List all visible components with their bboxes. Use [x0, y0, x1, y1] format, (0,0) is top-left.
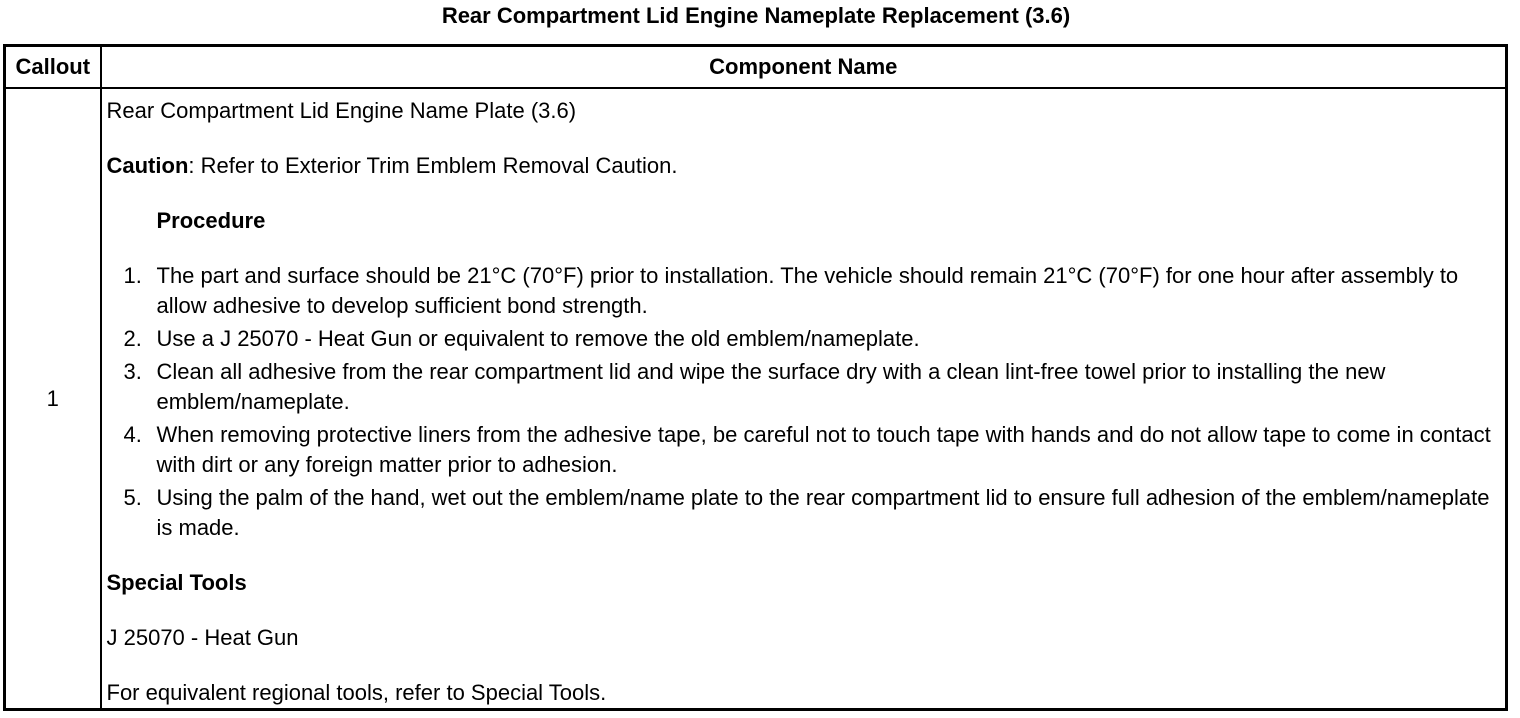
- step-text: Use a J 25070 - Heat Gun or equivalent to remove the old emblem/nameplate.: [156, 326, 920, 351]
- procedure-step: [107, 261, 1500, 321]
- step-number: 1.: [123, 263, 142, 288]
- caution-label: Caution: [106, 153, 189, 178]
- caution-note: [107, 151, 1500, 181]
- callout-header: Callout: [5, 46, 101, 89]
- step-text: Clean all adhesive from the rear compartment lid and wipe the surface dry with a clean lint-free towel prior to installing the new emblem/nameplate.: [156, 359, 1386, 414]
- procedure-step: [107, 483, 1500, 543]
- step-number: 5.: [123, 485, 142, 510]
- step-text: When removing protective liners from the adhesive tape, be careful not to touch tape with hands and do not allow tape to come in contact with dirt or any foreign matter prior to adhesion.: [156, 422, 1491, 477]
- special-tools-heading: Special Tools: [106, 570, 247, 595]
- procedure-step: [107, 324, 1500, 354]
- caution-text: : Refer to Exterior Trim Emblem Removal Caution.: [188, 153, 678, 178]
- step-text: The part and surface should be 21°C (70°F) prior to installation. The vehicle should remain 21°C (70°F) for one hour after assembly to allow adhesive to develop sufficient bond strength.: [156, 263, 1459, 318]
- table-row: [5, 88, 1507, 710]
- procedure-step: [107, 420, 1500, 480]
- component-name-header: Component Name: [101, 46, 1507, 89]
- step-text: Using the palm of the hand, wet out the emblem/name plate to the rear compartment lid to ensure full adhesion of the emblem/nameplate is made.: [156, 485, 1490, 540]
- procedure-steps: [107, 261, 1500, 543]
- step-number: 2.: [123, 326, 142, 351]
- callout-number: 1: [5, 88, 101, 710]
- special-tool-item: J 25070 - Heat Gun: [106, 625, 299, 650]
- document-title: Rear Compartment Lid Engine Nameplate Replacement (3.6): [441, 3, 1071, 28]
- procedure-heading: Procedure: [156, 208, 266, 233]
- step-number: 4.: [123, 422, 142, 447]
- procedure-step: [107, 357, 1500, 417]
- component-details: [101, 88, 1507, 710]
- component-table: [3, 44, 1508, 711]
- regional-tools-note: For equivalent regional tools, refer to Special Tools.: [106, 680, 607, 705]
- component-name: Rear Compartment Lid Engine Name Plate (3.6): [106, 98, 577, 123]
- table-header-row: [5, 46, 1507, 89]
- step-number: 3.: [123, 359, 142, 384]
